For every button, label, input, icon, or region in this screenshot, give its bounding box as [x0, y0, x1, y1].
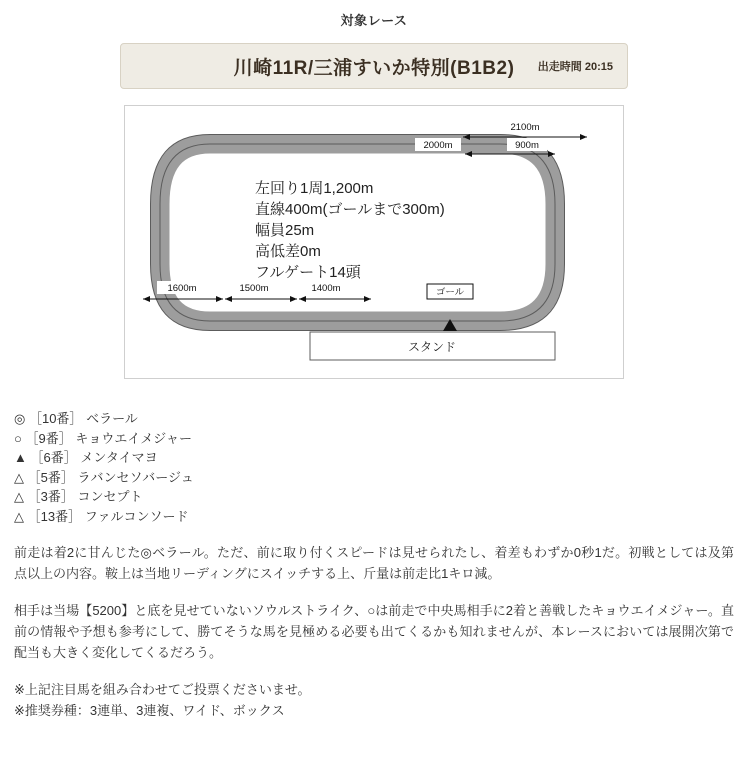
course-spec-3: 高低差0m: [255, 243, 321, 260]
note-line-2: ※推奨券種：3連単、3連複、ワイド、ボックス: [14, 703, 285, 718]
course-spec-1: 直線400m(ゴールまで300m): [255, 201, 445, 218]
course-spec-4: フルゲート14頭: [255, 264, 361, 281]
list-item: [14, 487, 748, 507]
svg-text:1600m: 1600m: [167, 283, 197, 294]
list-item: [14, 429, 748, 449]
svg-text:スタンド: スタンド: [407, 340, 457, 354]
list-item: [14, 409, 748, 429]
list-item: [14, 507, 748, 527]
mark-number: ［9番］: [25, 430, 72, 446]
course-spec-0: 左回り1周1,200m: [255, 180, 374, 197]
marker-1400m: [299, 281, 371, 302]
race-name: 川崎11R/三浦すいか特別(B1B2): [233, 57, 515, 79]
svg-text:1400m: 1400m: [311, 283, 341, 294]
selection-list: [14, 409, 748, 526]
page-title: 対象レース: [340, 13, 408, 28]
marker-1500m: [225, 281, 297, 302]
marker-2100m: [463, 122, 587, 140]
stand-box: [310, 332, 555, 360]
comment-paragraph-1: 前走は着2に甘んじた◎ベラール。ただ、前に取り付くスピードは見せられたし、着差もわずか0秒1だ。初戦としては及第点以上の内容。鞍上は当地リーディングにスイッチする上、斤量は前走比1キロ減。: [14, 545, 734, 581]
mark-horse: ベラール: [86, 411, 138, 426]
mark-number: ［3番］: [27, 489, 74, 504]
mark-horse: ファルコンソード: [84, 508, 189, 524]
list-item: [14, 448, 748, 468]
mark-horse: コンセプト: [77, 489, 143, 504]
mark-symbol: △: [14, 469, 24, 485]
mark-number: ［10番］: [28, 411, 83, 426]
svg-text:2000m: 2000m: [423, 140, 453, 151]
svg-text:ゴール: ゴール: [435, 287, 465, 298]
mark-horse: メンタイマヨ: [80, 450, 158, 465]
course-diagram: [124, 105, 624, 379]
note-line-1: ※上記注目馬を組み合わせてご投票くださいませ。: [14, 682, 311, 697]
post-time-label: 出走時間 20:15: [537, 61, 613, 73]
mark-symbol: ○: [14, 430, 22, 446]
comment-paragraph-2: 相手は当場【5200】と底を見せていないソウルストライク、○は前走で中央馬相手に2着と善戦したキョウエイメジャー。直前の情報や予想も参考にして、勝てそうな馬を見極める必要も出てくるかも知れませんが、本レースにおいては展開次第で配当も大きく変化してくるだろう。: [14, 603, 734, 660]
mark-horse: ラバンセソバージュ: [77, 469, 194, 485]
list-item: [14, 468, 748, 488]
race-header: [120, 43, 628, 89]
course-specs: [255, 178, 445, 283]
svg-text:1500m: 1500m: [239, 283, 269, 294]
mark-number: ［5番］: [27, 469, 74, 485]
mark-number: ［6番］: [30, 450, 77, 465]
mark-horse: キョウエイメジャー: [75, 430, 192, 446]
mark-symbol: ▲: [14, 450, 27, 465]
course-spec-2: 幅員25m: [255, 222, 315, 239]
mark-symbol: ◎: [14, 411, 26, 426]
mark-number: ［13番］: [27, 508, 82, 524]
svg-text:2100m: 2100m: [510, 122, 540, 133]
mark-symbol: △: [14, 508, 24, 524]
svg-text:900m: 900m: [515, 140, 539, 151]
notes-block: [14, 679, 734, 721]
mark-symbol: △: [14, 489, 24, 504]
page-root: [0, 10, 748, 775]
marker-2000m: [415, 138, 461, 151]
